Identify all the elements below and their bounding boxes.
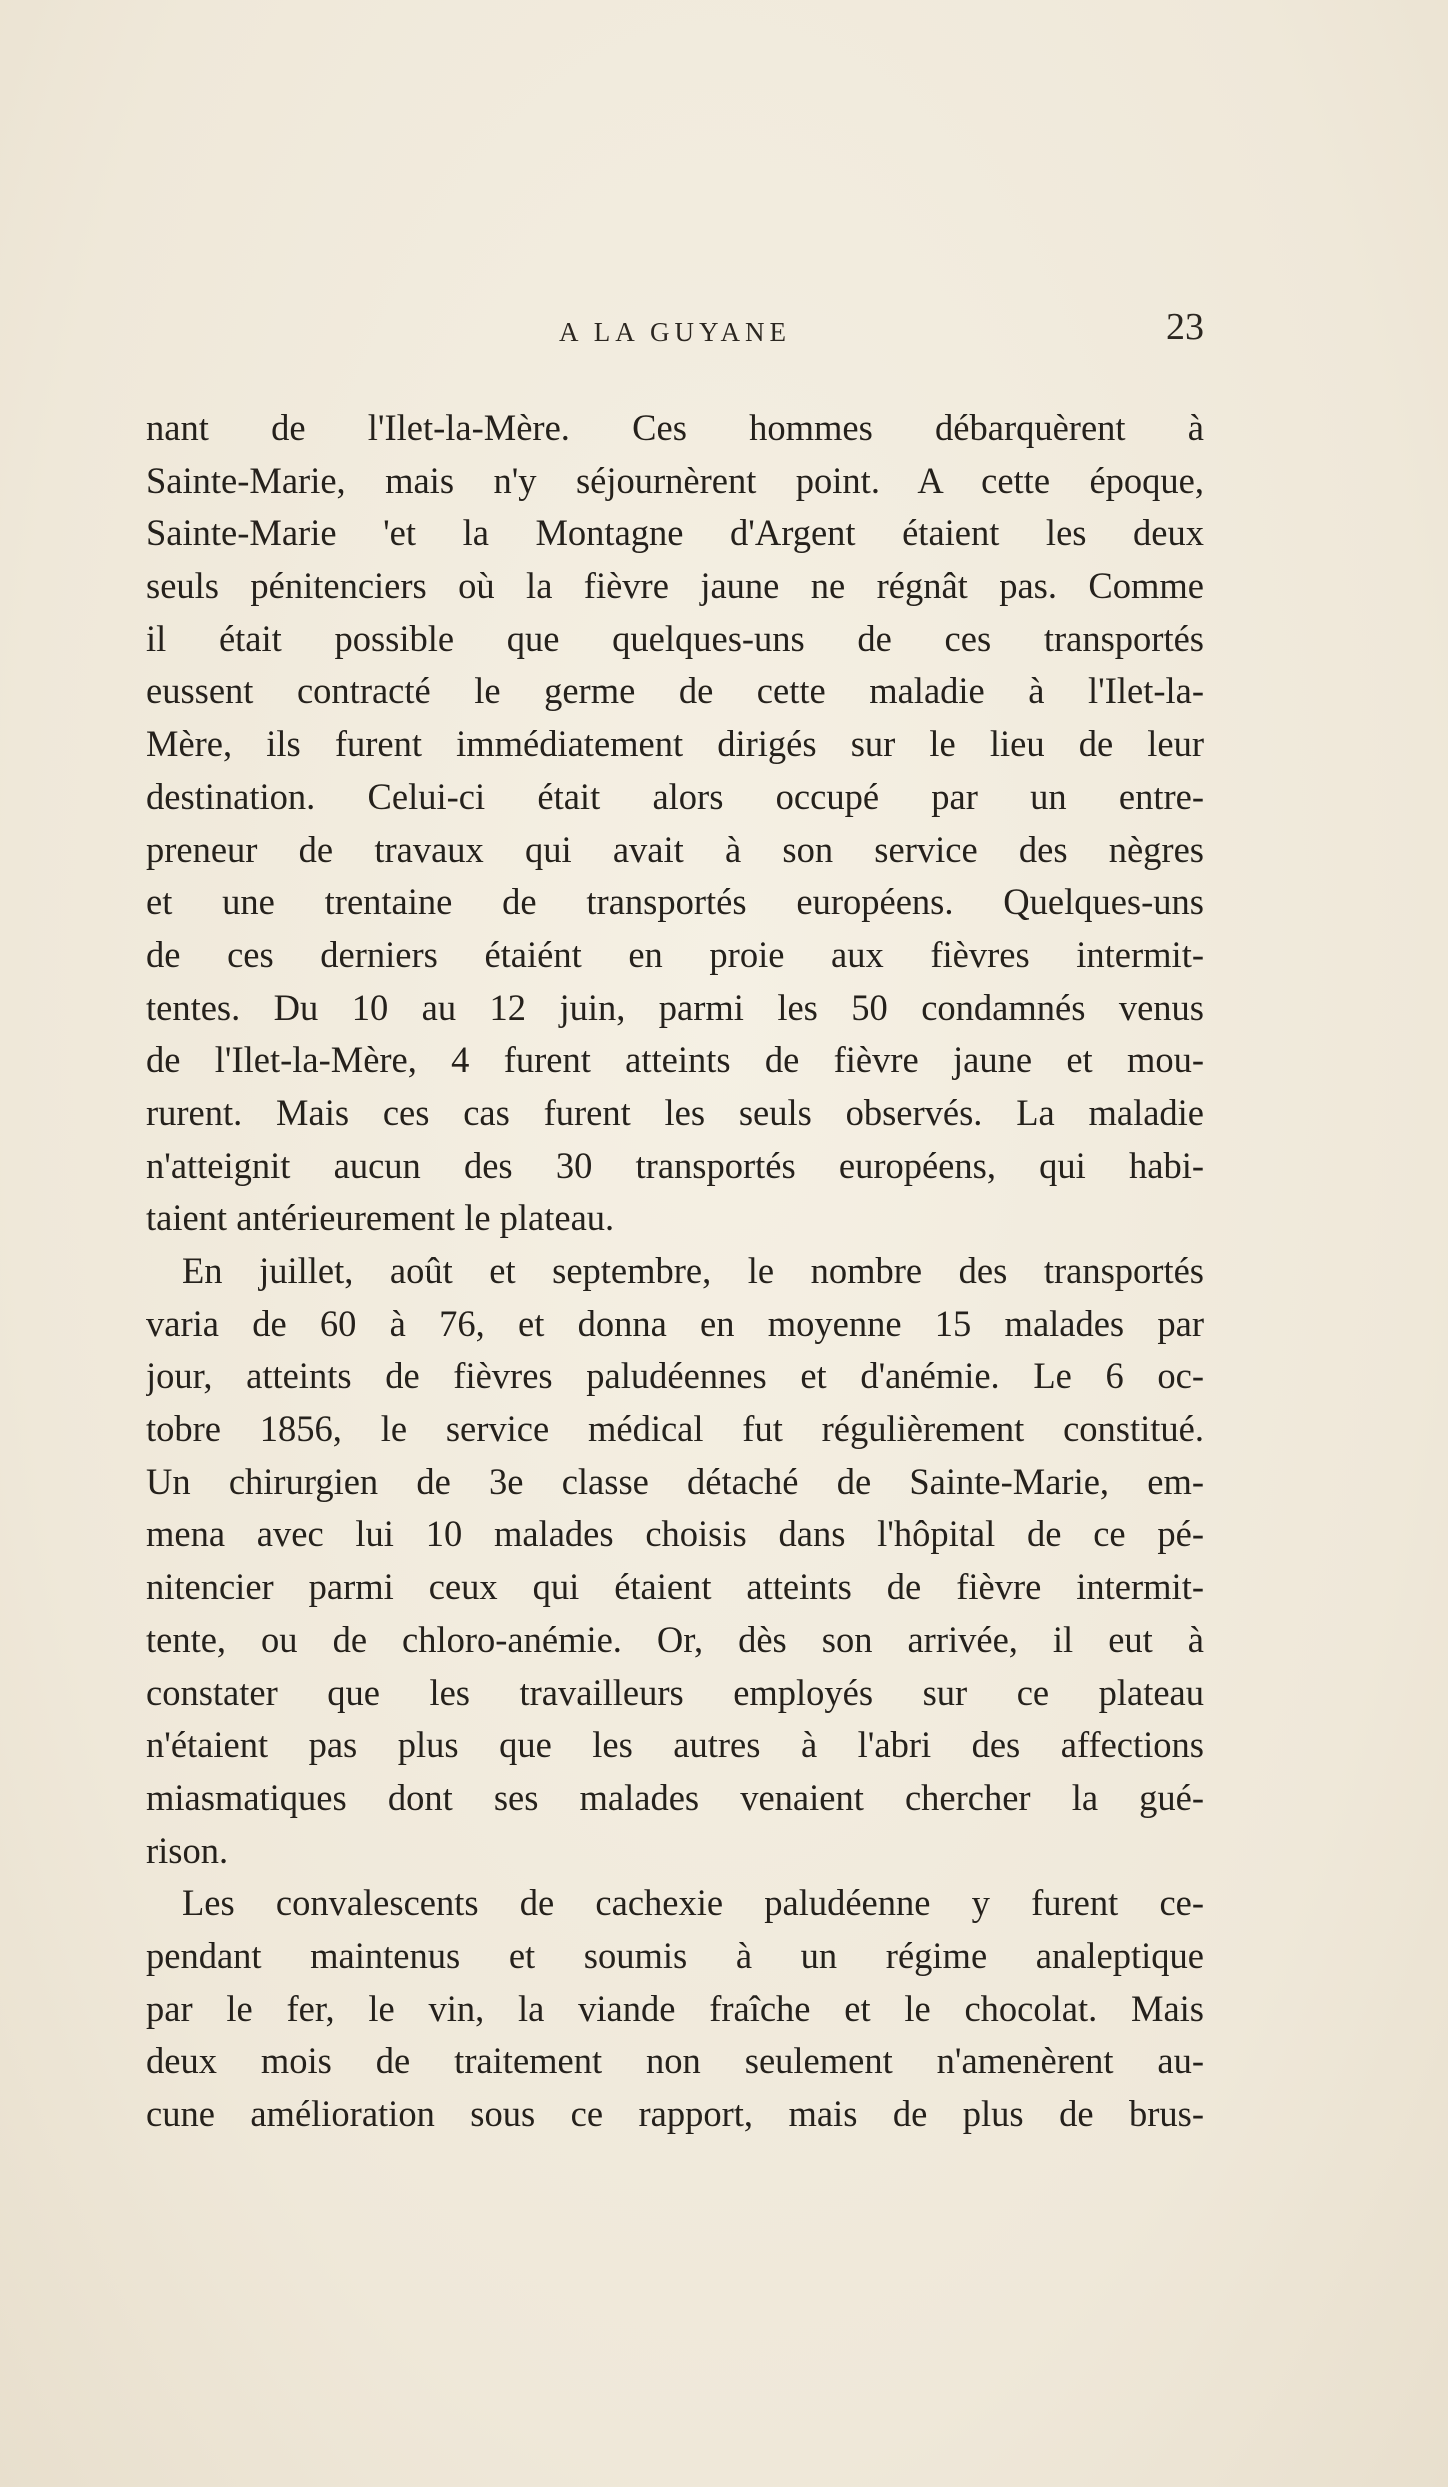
text-line: et une trentaine de transportés européens. Quelques-uns <box>146 881 1204 923</box>
text-line: jour, atteints de fièvres paludéennes et d'anémie. Le 6 oc- <box>146 1355 1204 1397</box>
text-line: deux mois de traitement non seulement n'amenèrent au- <box>146 2040 1204 2082</box>
text-line: n'atteignit aucun des 30 transportés européens, qui habi- <box>146 1144 1204 1186</box>
text-line: seuls pénitenciers où la fièvre jaune ne régnât pas. Comme <box>146 565 1204 607</box>
text-line: constater que les travailleurs employés sur ce plateau <box>146 1671 1204 1713</box>
text-line: Mère, ils furent immédiatement dirigés sur le lieu de leur <box>146 723 1204 765</box>
text-line: Sainte-Marie, mais n'y séjournèrent point. A cette époque, <box>146 459 1204 501</box>
text-line: par le fer, le vin, la viande fraîche et le chocolat. Mais <box>146 1987 1204 2029</box>
text-line: tente, ou de chloro-anémie. Or, dès son arrivée, il eut à <box>146 1618 1204 1660</box>
text-line: pendant maintenus et soumis à un régime analeptique <box>146 1934 1204 1976</box>
running-title: A LA GUYANE <box>558 317 791 347</box>
text-line: mena avec lui 10 malades choisis dans l'hôpital de ce pé- <box>146 1513 1204 1555</box>
body-text <box>146 402 1204 2141</box>
text-line: de l'Ilet-la-Mère, 4 furent atteints de fièvre jaune et mou- <box>146 1039 1204 1081</box>
text-line: miasmatiques dont ses malades venaient chercher la gué- <box>146 1776 1204 1818</box>
text-line: Sainte-Marie 'et la Montagne d'Argent étaient les deux <box>146 512 1204 554</box>
text-line: varia de 60 à 76, et donna en moyenne 15 malades par <box>146 1302 1204 1344</box>
text-line: de ces derniers étaiént en proie aux fièvres intermit- <box>146 933 1204 975</box>
text-line: il était possible que quelques-uns de ces transportés <box>146 617 1204 659</box>
page-number: 23 <box>1166 306 1204 348</box>
text-line: rison. <box>146 1829 229 1871</box>
text-line: taient antérieurement le plateau. <box>146 1197 615 1239</box>
text-line: Un chirurgien de 3e classe détaché de Sainte-Marie, em- <box>146 1460 1204 1502</box>
text-line: nant de l'Ilet-la-Mère. Ces hommes débarquèrent à <box>146 407 1204 448</box>
text-line: preneur de travaux qui avait à son service des nègres <box>146 828 1204 870</box>
text-line: En juillet, août et septembre, le nombre des transportés <box>182 1250 1204 1291</box>
text-line: destination. Celui-ci était alors occupé par un entre- <box>146 775 1204 817</box>
text-line: rurent. Mais ces cas furent les seuls observés. La maladie <box>146 1091 1204 1133</box>
text-line: n'étaient pas plus que les autres à l'abri des affections <box>146 1724 1204 1766</box>
running-head <box>146 305 1204 355</box>
text-line: nitencier parmi ceux qui étaient atteints de fièvre intermit- <box>146 1566 1204 1608</box>
text-line: Les convalescents de cachexie paludéenne y furent ce- <box>182 1882 1204 1924</box>
text-line: tentes. Du 10 au 12 juin, parmi les 50 condamnés venus <box>146 986 1204 1028</box>
text-line: tobre 1856, le service médical fut régulièrement constitué. <box>146 1408 1204 1450</box>
text-line: cune amélioration sous ce rapport, mais de plus de brus- <box>146 2093 1204 2134</box>
text-line: eussent contracté le germe de cette maladie à l'Ilet-la- <box>146 670 1204 712</box>
